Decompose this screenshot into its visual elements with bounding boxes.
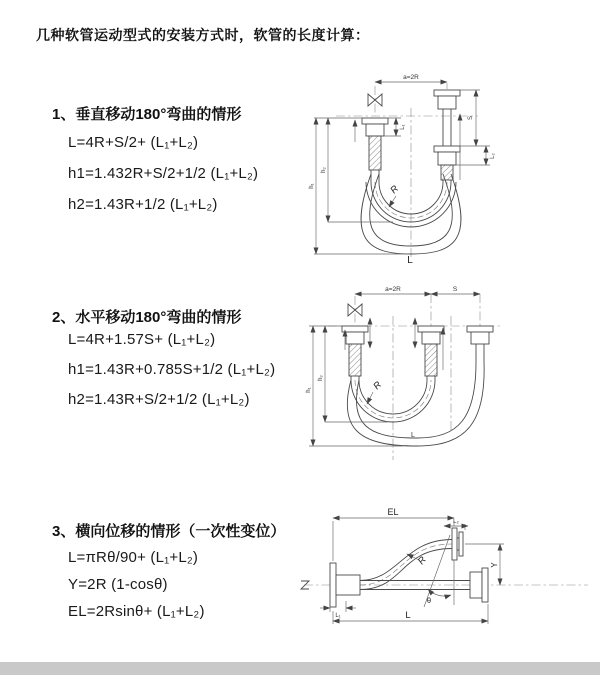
left-fitting	[342, 326, 368, 376]
dim-label-l1: L₁	[335, 613, 341, 619]
dim-label-a2r: a=2R	[403, 74, 419, 81]
dim-label-h2: h₂	[321, 167, 327, 173]
dimension-l	[333, 604, 488, 624]
theta-label: θ	[426, 596, 432, 605]
dim-label-l1: L₁	[400, 124, 406, 130]
right-fitting	[467, 326, 493, 362]
radius-callout	[388, 183, 401, 207]
section-2-formula-h2: h2=1.43R+S/2+1/2 (L₁+L₂)	[68, 391, 250, 408]
middle-fitting	[418, 326, 444, 376]
dimension-a2r	[375, 74, 447, 82]
dimension-s	[460, 90, 490, 146]
dim-label-h1: h₁	[309, 183, 315, 189]
theta-callout	[424, 535, 451, 607]
section-3-formula-L: L=πRθ/90+ (L₁+L₂)	[68, 549, 199, 566]
section-1-formula-L: L=4R+S/2+ (L₁+L₂)	[68, 134, 199, 151]
radius-label: R	[388, 183, 401, 197]
dim-label-h2: h₂	[318, 375, 324, 381]
section-1-heading: 1、垂直移动180°弯曲的情形	[52, 106, 242, 123]
dimension-s	[431, 286, 480, 294]
dimension-a2r	[355, 286, 431, 294]
dim-label-l2: L₂	[490, 153, 496, 159]
dim-label-l2: L₂	[453, 519, 459, 525]
left-fitting	[362, 118, 388, 170]
radius-callout	[407, 554, 429, 567]
dim-label-s: S	[452, 286, 458, 293]
radius-callout	[367, 379, 384, 404]
page-title: 几种软管运动型式的安装方式时，软管的长度计算：	[36, 27, 370, 43]
length-label: L	[407, 255, 413, 266]
centerlines	[328, 294, 503, 460]
section-3-formula-Y: Y=2R (1-cosθ)	[68, 576, 168, 593]
section-3-heading: 3、横向位移的情形（一次性变位）	[52, 523, 286, 540]
length-label: L	[405, 610, 411, 621]
left-flange	[330, 563, 360, 607]
dim-label-y: Y	[490, 562, 499, 568]
dim-label-h1: h₁	[306, 387, 312, 393]
diagram-vertical-180-bend	[308, 70, 588, 265]
radius-label: R	[415, 554, 429, 567]
centerlines	[336, 83, 478, 258]
section-1-formula-h2: h2=1.43R+1/2 (L₁+L₂)	[68, 196, 218, 213]
section-2-formula-h1: h1=1.43R+0.785S+1/2 (L₁+L₂)	[68, 361, 276, 378]
section-2-heading: 2、水平移动180°弯曲的情形	[52, 309, 242, 326]
dim-label-a2r: a=2R	[385, 286, 401, 293]
section-1-formula-h1: h1=1.432R+S/2+1/2 (L₁+L₂)	[68, 165, 259, 182]
radius-label: R	[371, 379, 384, 393]
page-bottom-edge	[0, 662, 600, 675]
diagram-horizontal-180-bend	[303, 280, 598, 465]
dim-label-s: S	[468, 115, 474, 121]
section-2-formula-L: L=4R+1.57S+ (L₁+L₂)	[68, 331, 216, 348]
dim-label-el: EL	[387, 507, 399, 517]
diagram-lateral-displacement	[298, 505, 598, 647]
hose-arcs	[347, 362, 484, 446]
section-3-formula-EL: EL=2Rsinθ+ (L₁+L₂)	[68, 603, 205, 620]
length-label: L	[411, 432, 415, 439]
dimension-l1-bottom	[320, 601, 356, 619]
dimension-l2	[456, 146, 496, 165]
